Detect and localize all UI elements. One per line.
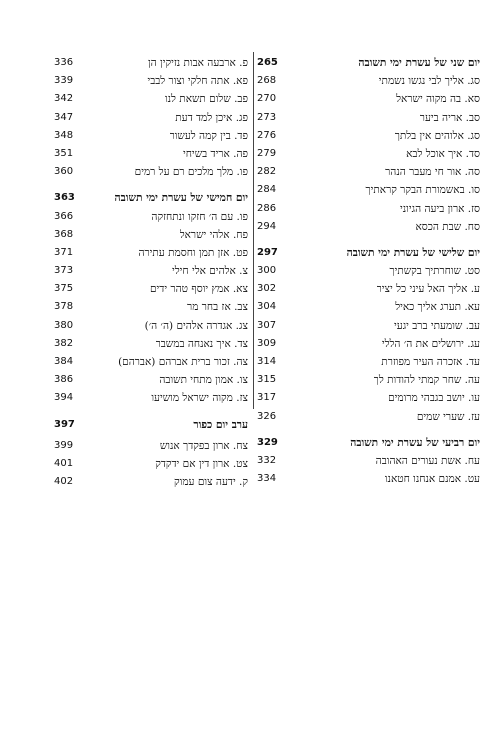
toc-entry (257, 298, 480, 316)
toc-entry (54, 127, 248, 145)
entry-title: ע. אליך האל עיני כל יציר (376, 283, 480, 296)
page-number: 304 (257, 301, 277, 313)
entry-title: פט. אזן תמן וחסמת עתירה (138, 246, 248, 259)
toc-entry (257, 200, 480, 218)
toc-entry (54, 208, 248, 226)
entry-title: פג. איכן למד דעת (175, 111, 248, 124)
section-title: ערב יום כפור (193, 418, 248, 431)
entry-title: פה. אריד בשיחי (182, 147, 248, 160)
toc-entry (54, 335, 248, 353)
entry-title: סג. אלוהים אין בלתך (394, 129, 480, 142)
entry-title: צו. אמון מתחי תשובה (159, 374, 248, 387)
page-number: 314 (257, 356, 277, 367)
toc-entry (257, 181, 480, 199)
page-number: 378 (54, 301, 74, 313)
toc-entry (54, 244, 248, 262)
page-number: 397 (54, 418, 75, 430)
page-number: 342 (54, 93, 74, 105)
toc-entry (257, 109, 480, 127)
page-number: 282 (257, 166, 277, 178)
entry-title: צ. אלהים אלי חילי (171, 265, 248, 278)
entry-title: עד. אזכרה העיר מפוזרת (381, 356, 480, 368)
page-number: 265 (257, 57, 278, 68)
page-number: 371 (54, 246, 74, 258)
page-number: 286 (257, 202, 277, 214)
page-number: 384 (54, 356, 74, 367)
page-number: 307 (257, 319, 277, 331)
section-title: יום רביעי של עשרת ימי תשובה (350, 436, 480, 449)
toc-entry (54, 317, 248, 335)
page-number: 366 (54, 210, 74, 222)
entry-title: צט. ארון דין אם ידקדק (155, 457, 248, 470)
page-number: 332 (257, 454, 277, 466)
entry-title: סב. אריה ביער (419, 111, 480, 124)
toc-entry (257, 317, 480, 335)
entry-title: סד. איך אוכל לבא (406, 147, 480, 160)
page-number: 309 (257, 337, 277, 349)
section-spacer (257, 426, 480, 434)
page-number: 363 (54, 192, 75, 204)
page-number: 375 (54, 283, 74, 295)
toc-entry (54, 371, 248, 389)
section-spacer (257, 236, 480, 244)
entry-title: עב. שומעתי ברב יגעי (394, 319, 480, 332)
page-number: 294 (257, 220, 277, 232)
entry-title: סו. באשמורת הבקר קראתיך (365, 184, 480, 197)
page-number: 326 (257, 410, 277, 422)
page-number: 402 (54, 476, 74, 488)
entry-title: פב. שלום תשאת לנו (164, 93, 248, 106)
toc-entry (54, 437, 248, 455)
page-number: 351 (54, 147, 74, 159)
toc-entry (54, 455, 248, 473)
page-number: 276 (257, 129, 277, 141)
entry-title: סג. אליך לבי נגשו נשמתי (378, 75, 480, 88)
toc-entry (257, 371, 480, 389)
page-number: 382 (54, 337, 74, 349)
toc-column-left (54, 54, 248, 491)
toc-entry (257, 145, 480, 163)
page-number: 270 (257, 93, 277, 105)
entry-title: עה. שחר קמתי להודות לך (373, 374, 480, 387)
entry-title: עג. ירושלים את ה׳ הללי (381, 337, 480, 350)
entry-title: צה. זכור ברית אברהם (אברהם) (118, 356, 248, 368)
page-number: 399 (54, 439, 74, 451)
page-number: 401 (54, 457, 74, 469)
toc-entry (54, 389, 248, 407)
entry-title: צח. ארון בפקדך אנוש (159, 439, 248, 452)
section-title: יום שלישי של עשרת ימי תשובה (346, 246, 480, 259)
entry-title: סה. אור חי מעבר הנהר (385, 166, 480, 179)
section-title: יום שני של עשרת ימי תשובה (358, 57, 480, 69)
toc-entry (257, 452, 480, 470)
entry-title: סא. בה מקוה ישראל (396, 93, 480, 106)
page-number: 394 (54, 392, 74, 404)
toc-entry (54, 298, 248, 316)
entry-title: פו. מלך מלכים רם על רמים (134, 166, 248, 179)
entry-title: סז. ארון ביעה הגיוני (400, 202, 480, 215)
toc-entry (54, 353, 248, 371)
toc-entry (257, 127, 480, 145)
page-number: 273 (257, 111, 277, 123)
page-number: 329 (257, 436, 278, 448)
toc-entry (54, 54, 248, 72)
toc-entry (54, 473, 248, 491)
page-number: 336 (54, 57, 74, 68)
toc-entry (54, 163, 248, 181)
page-number: 268 (257, 75, 277, 87)
toc-entry (54, 145, 248, 163)
entry-title: עו. יושב בגבהי מרומים (388, 392, 480, 405)
page-number: 348 (54, 129, 74, 141)
page-number: 339 (54, 75, 74, 87)
entry-title: צב. אז בחר מר (187, 301, 248, 314)
toc-entry (54, 226, 248, 244)
toc-entry (257, 72, 480, 90)
entry-title: פא. אתה חלקי וצור לבבי (147, 75, 248, 88)
toc-entry (54, 280, 248, 298)
toc-entry (54, 109, 248, 127)
toc-entry (257, 90, 480, 108)
toc-entry (54, 90, 248, 108)
entry-title: עח. אשת נעורים האהובה (375, 454, 480, 467)
entry-title: ק. ידעה צום עמוק (174, 476, 248, 489)
toc-column-right (257, 54, 480, 488)
toc-section-heading (257, 244, 480, 262)
page-number: 297 (257, 246, 278, 258)
toc-entry (257, 163, 480, 181)
page-number: 380 (54, 319, 74, 331)
page-number: 284 (257, 184, 277, 196)
entry-title: צז. מקוה ישראל מושיעו (151, 392, 248, 405)
toc-section-heading (257, 54, 480, 72)
page-number: 368 (54, 228, 74, 240)
page-number: 315 (257, 374, 277, 386)
toc-entry (257, 335, 480, 353)
toc-section-heading (54, 416, 248, 434)
page-number: 347 (54, 111, 74, 123)
toc-section-heading (257, 434, 480, 452)
toc-entry (54, 262, 248, 280)
page-number: 386 (54, 374, 74, 386)
page-number: 334 (257, 473, 277, 485)
entry-title: עא. תערג אליך כאיל (395, 301, 480, 314)
toc-entry (54, 72, 248, 90)
entry-title: צג. אגדרה אלהים (ה׳ ה׳) (144, 319, 248, 332)
entry-title: צא. אמץ יוסף טהר ידים (150, 283, 248, 296)
toc-entry (257, 218, 480, 236)
entry-title: פ. ארבעה אבות נזיקין הן (147, 57, 248, 69)
page-number: 300 (257, 265, 277, 277)
toc-entry (257, 353, 480, 371)
entry-title: פו. עם ה׳ חזקו ונתחזקה (151, 210, 248, 223)
page-number: 302 (257, 283, 277, 295)
toc-entry (257, 389, 480, 407)
entry-title: עט. אמנם אנחנו חטאנו (384, 473, 480, 486)
entry-title: פח. אלהי ישראל (179, 228, 248, 241)
page-number: 279 (257, 147, 277, 159)
entry-title: סט. שוחרתיך בקשתיך (389, 265, 480, 278)
toc-entry (257, 408, 480, 426)
entry-title: סח. שבת הכסא (415, 220, 480, 233)
toc-entry (257, 280, 480, 298)
page-number: 360 (54, 166, 74, 178)
entry-title: עז. שערי שמים (416, 410, 480, 423)
section-spacer (54, 408, 248, 416)
entry-title: צד. איך נאנחה במשבר (155, 337, 248, 350)
toc-entry (257, 262, 480, 280)
page-number: 317 (257, 392, 277, 404)
page-number: 373 (54, 265, 74, 277)
column-divider (253, 52, 254, 409)
toc-section-heading (54, 189, 248, 207)
toc-entry (257, 470, 480, 488)
section-spacer (54, 181, 248, 189)
section-title: יום חמישי של עשרת ימי תשובה (114, 192, 248, 205)
entry-title: פד. בין קמה לעשור (169, 129, 248, 142)
